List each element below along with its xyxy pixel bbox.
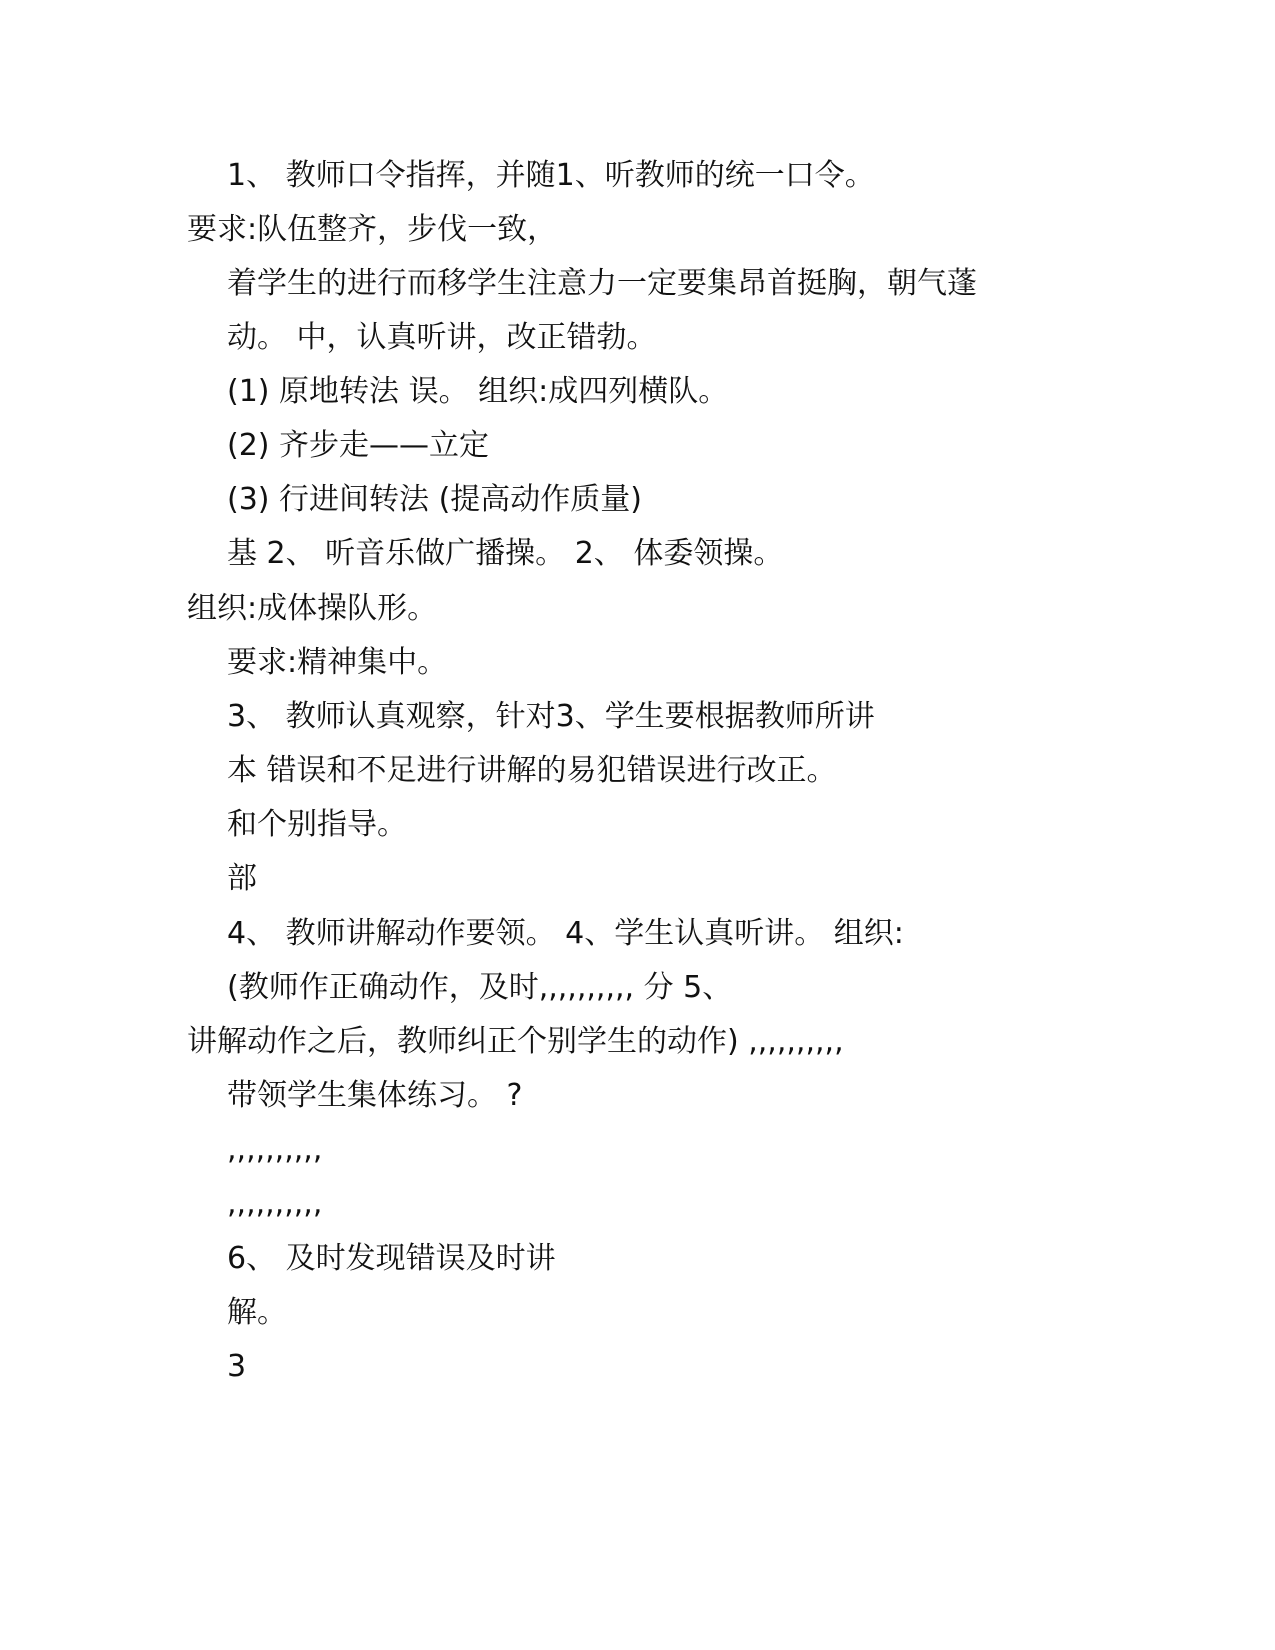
text-line-10: 要求:精神集中。: [227, 645, 448, 680]
text-line-14: 部: [227, 861, 257, 896]
text-line-11: 3、 教师认真观察，针对3、学生要根据教师所讲: [227, 699, 875, 734]
text-line-13: 和个别指导。: [227, 807, 407, 842]
text-line-19: ,,,,,,,,,,: [227, 1132, 323, 1167]
text-line-15: 4、 教师讲解动作要领。 4、学生认真听讲。 组织:: [227, 916, 904, 951]
text-line-9: 组织:成体操队形。: [187, 591, 438, 626]
text-line-23: 3: [227, 1349, 247, 1384]
text-line-12: 本 错误和不足进行讲解的易犯错误进行改正。: [227, 753, 837, 788]
text-line-2: 要求:队伍整齐，步伐一致，: [187, 212, 558, 247]
text-line-4: 动。 中，认真听讲，改正错勃。: [227, 320, 657, 355]
text-line-8: 基 2、 听音乐做广播操。 2、 体委领操。: [227, 536, 784, 571]
text-line-7: (3) 行进间转法 (提高动作质量): [227, 482, 642, 517]
text-line-17: 讲解动作之后，教师纠正个别学生的动作) ,,,,,,,,,,: [187, 1024, 844, 1059]
text-line-22: 解。: [227, 1295, 287, 1330]
text-line-20: ,,,,,,,,,,: [227, 1186, 323, 1221]
text-line-1: 1、 教师口令指挥，并随1、听教师的统一口令。: [227, 158, 875, 193]
text-line-16: (教师作正确动作，及时,,,,,,,,,, 分 5、: [227, 970, 733, 1005]
text-line-21: 6、 及时发现错误及时讲: [227, 1241, 556, 1276]
text-line-6: (2) 齐步走——立定: [227, 428, 490, 463]
text-line-3: 着学生的进行而移学生注意力一定要集昂首挺胸，朝气蓬: [227, 266, 977, 301]
text-line-5: (1) 原地转法 误。 组织:成四列横队。: [227, 374, 729, 409]
text-line-18: 带领学生集体练习。 ?: [227, 1078, 523, 1113]
